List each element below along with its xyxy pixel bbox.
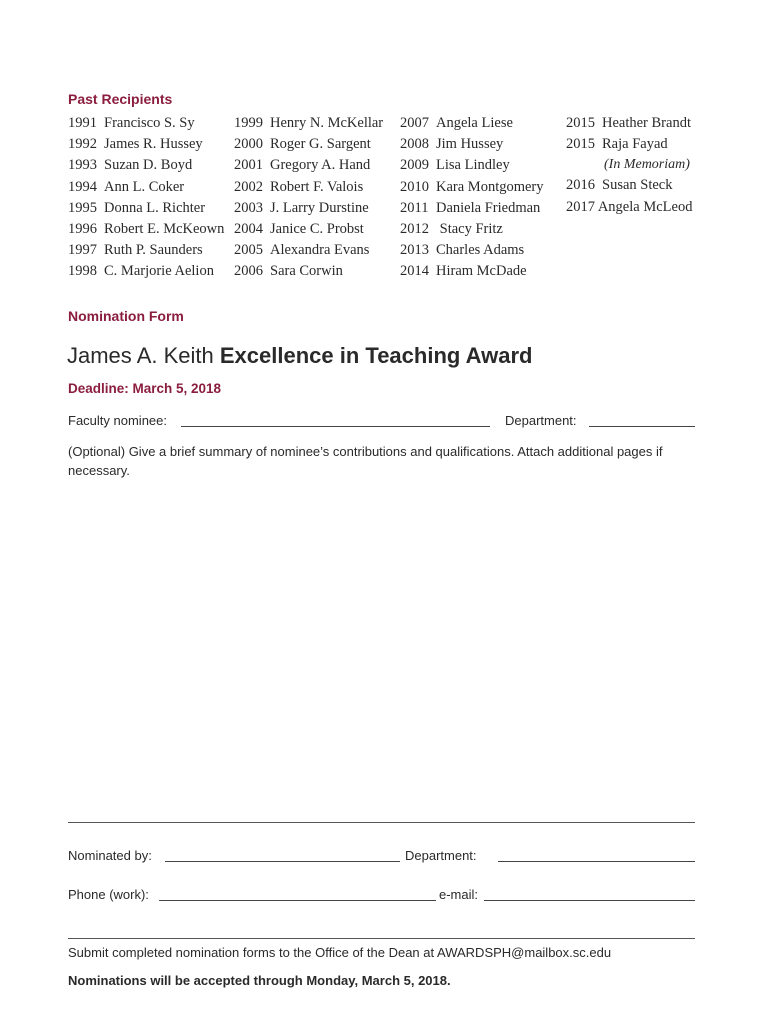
recipient-year: 2003 [234,199,263,216]
recipient-year: 2005 [234,242,263,259]
recipient-row [234,155,383,176]
recipient-row [566,197,692,218]
recipient-name: C. Marjorie Aelion [104,263,214,280]
recipient-row [400,177,544,198]
faculty-department-label: Department: [505,413,577,428]
recipients-column-3 [400,113,544,283]
email-field[interactable] [484,900,695,901]
nominator-department-label: Department: [405,848,477,863]
recipient-year: 2016 [566,177,595,194]
recipient-year: 2007 [400,115,429,131]
recipient-name: Stacy Fritz [436,220,503,237]
recipient-name: J. Larry Durstine [270,199,369,216]
nominator-department-field[interactable] [498,861,695,862]
recipient-row [234,113,383,134]
recipient-row [68,240,224,261]
recipients-column-4 [566,113,692,218]
award-title [67,343,532,369]
recipient-year: 2015 [566,136,595,153]
divider-top [68,822,695,823]
recipient-row [400,261,544,282]
recipient-year: 2011 [400,199,429,216]
recipient-name: Raja Fayad [602,136,668,153]
faculty-department-field[interactable] [589,426,695,427]
recipient-name: Roger G. Sargent [270,136,371,153]
recipient-name: Suzan D. Boyd [104,157,193,174]
recipient-row [68,198,224,219]
recipient-name: Gregory A. Hand [270,157,371,174]
recipient-year: 1995 [68,199,97,216]
award-title-regular: James A. Keith [67,343,220,368]
recipient-row [566,175,692,196]
recipient-name: Kara Montgomery [436,178,544,195]
nominated-by-label: Nominated by: [68,848,152,863]
recipient-year: 2008 [400,136,429,153]
faculty-nominee-label: Faculty nominee: [68,413,167,428]
recipient-name: Heather Brandt [602,115,691,131]
recipient-row [234,261,383,282]
summary-instructions: (Optional) Give a brief summary of nominee’s contributions and qualifications. Attach additional pages if necessary. [68,444,663,478]
recipient-row [234,219,383,240]
recipient-row [400,198,544,219]
recipient-row [234,198,383,219]
recipient-row [400,113,544,134]
recipient-name: Donna L. Richter [104,199,206,216]
recipient-row [68,113,224,134]
recipient-name: Hiram McDade [436,263,527,280]
recipient-name: Jim Hussey [436,136,504,153]
recipient-year: 2004 [234,220,263,237]
recipient-name: Ruth P. Saunders [104,242,203,259]
recipient-year: 2014 [400,263,429,280]
recipient-name: Janice C. Probst [270,220,364,237]
recipient-year: 2001 [234,157,263,174]
recipient-name: Angela Liese [436,115,513,131]
recipient-year: 1993 [68,157,97,174]
summary-area[interactable] [68,495,695,815]
nomination-form-heading: Nomination Form [68,308,184,324]
recipient-year: 2017 [566,198,595,215]
recipient-name: James R. Hussey [104,136,203,153]
recipient-row [68,219,224,240]
recipient-row [566,113,692,134]
recipient-year: 2010 [400,178,429,195]
recipient-year: 1996 [68,220,97,237]
nominated-by-field[interactable] [165,861,400,862]
recipients-column-2 [234,113,383,283]
recipient-year: 1992 [68,136,97,153]
recipient-row [68,155,224,176]
recipient-year: 2002 [234,178,263,195]
recipient-row [566,134,692,155]
recipient-row [400,155,544,176]
recipient-year: 2009 [400,157,429,174]
recipient-name: Henry N. McKellar [270,115,384,131]
divider-bottom [68,938,695,939]
past-recipients-heading: Past Recipients [68,91,173,107]
recipient-row [234,134,383,155]
recipients-column-1 [68,113,224,283]
recipient-year: 2012 [400,220,429,237]
recipient-name: Daniela Friedman [436,199,541,216]
recipient-row [234,177,383,198]
recipient-row [68,177,224,198]
recipient-year: 1998 [68,263,97,280]
deadline-text: Deadline: March 5, 2018 [68,381,222,396]
recipient-name: Robert E. McKeown [104,220,225,237]
phone-field[interactable] [159,900,436,901]
recipient-name: Charles Adams [436,242,525,259]
recipient-name: Alexandra Evans [270,242,370,259]
recipient-row [234,240,383,261]
recipient-row [400,219,544,240]
phone-label: Phone (work): [68,887,149,902]
recipient-row [400,134,544,155]
recipient-year: 2015 [566,115,595,131]
recipient-year: 2013 [400,242,429,259]
recipient-row [68,261,224,282]
submit-instructions: Submit completed nomination forms to the Office of the Dean at AWARDSPH@mailbox.sc.edu [68,945,612,960]
recipient-year: 1999 [234,115,263,131]
recipient-row [68,134,224,155]
recipient-year: 1991 [68,115,97,131]
recipient-row [400,240,544,261]
award-title-bold: Excellence in Teaching Award [219,343,533,368]
recipient-name: Sara Corwin [270,263,343,280]
recipient-year: 2006 [234,263,263,280]
recipient-name: Lisa Lindley [436,157,510,174]
recipient-name: Ann L. Coker [104,178,185,195]
recipient-year: 2000 [234,136,263,153]
recipient-year: 1997 [68,242,97,259]
recipient-name: Angela McLeod [597,198,693,215]
faculty-nominee-field[interactable] [181,426,490,427]
acceptance-deadline: Nominations will be accepted through Monday, March 5, 2018. [68,973,451,988]
recipient-name: Susan Steck [602,177,673,194]
recipient-name: Francisco S. Sy [104,115,195,131]
recipient-name: Robert F. Valois [270,178,364,195]
recipient-year: 1994 [68,178,97,195]
in-memoriam-note: (In Memoriam) [604,157,690,173]
email-label: e-mail: [439,887,479,902]
